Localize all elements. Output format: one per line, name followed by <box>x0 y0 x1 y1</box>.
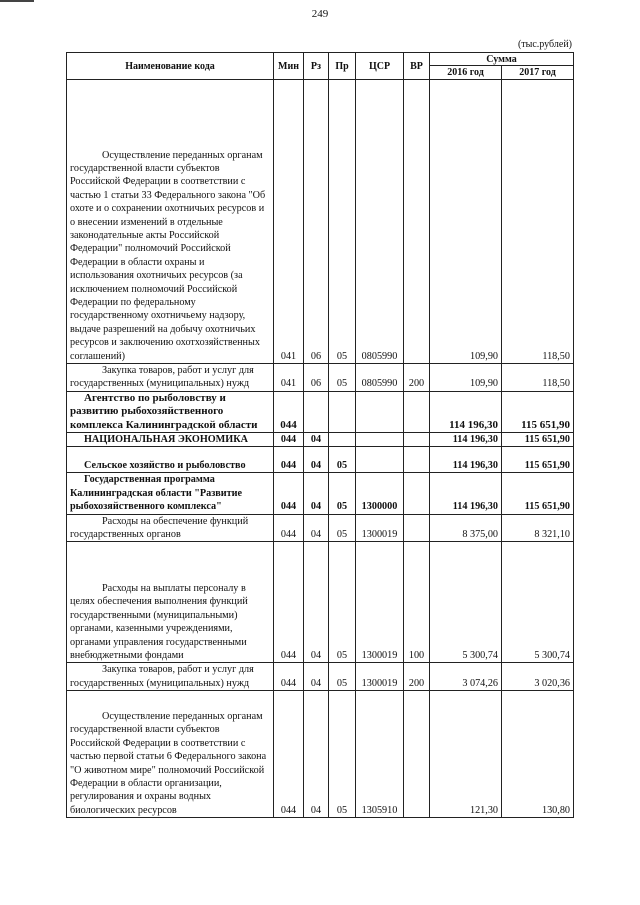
row-csr: 1305910 <box>356 691 404 818</box>
row-2016: 114 196,30 <box>430 447 502 473</box>
table-row <box>67 80 574 364</box>
row-vr <box>404 433 430 447</box>
row-vr <box>404 473 430 514</box>
row-pr <box>329 391 356 432</box>
row-pr: 05 <box>329 364 356 392</box>
table-row <box>67 514 574 542</box>
row-vr: 200 <box>404 364 430 392</box>
row-2017: 118,50 <box>502 364 574 392</box>
row-vr <box>404 691 430 818</box>
row-2017: 115 651,90 <box>502 473 574 514</box>
row-csr: 0805990 <box>356 364 404 392</box>
row-pr: 05 <box>329 514 356 542</box>
row-vr: 100 <box>404 542 430 663</box>
row-2017: 3 020,36 <box>502 663 574 691</box>
row-csr: 1300019 <box>356 663 404 691</box>
row-rz: 04 <box>304 447 329 473</box>
row-min: 041 <box>274 364 304 392</box>
table-row <box>67 542 574 663</box>
row-pr: 05 <box>329 691 356 818</box>
table-row <box>67 473 574 514</box>
header-pr: Пр <box>329 53 356 80</box>
row-csr: 1300019 <box>356 514 404 542</box>
row-2017: 115 651,90 <box>502 433 574 447</box>
header-sum: Сумма <box>430 53 574 66</box>
row-name: НАЦИОНАЛЬНАЯ ЭКОНОМИКА <box>67 433 274 447</box>
row-vr: 200 <box>404 663 430 691</box>
budget-table <box>66 52 574 818</box>
row-min: 044 <box>274 691 304 818</box>
row-rz: 04 <box>304 691 329 818</box>
row-rz <box>304 391 329 432</box>
row-name: Закупка товаров, работ и услуг для государственных (муниципальных) нужд <box>67 663 274 691</box>
row-min: 044 <box>274 473 304 514</box>
row-min: 041 <box>274 80 304 364</box>
row-2017: 130,80 <box>502 691 574 818</box>
row-2017: 8 321,10 <box>502 514 574 542</box>
row-csr <box>356 447 404 473</box>
row-2016: 8 375,00 <box>430 514 502 542</box>
row-vr <box>404 391 430 432</box>
row-rz: 06 <box>304 364 329 392</box>
row-min: 044 <box>274 433 304 447</box>
row-2017: 115 651,90 <box>502 391 574 432</box>
row-rz: 04 <box>304 514 329 542</box>
table-row <box>67 663 574 691</box>
row-pr: 05 <box>329 447 356 473</box>
row-pr: 05 <box>329 473 356 514</box>
header-2016: 2016 год <box>430 66 502 80</box>
row-name: Осуществление переданных органам государственной власти субъектов Российской Федерации в соответствии с частью первой статьи 6 Федерального закона "О животном мире" полномочий Российской Федерации в области организации, регулирования и охраны водных биологических ресурсов <box>67 691 274 818</box>
table-row <box>67 447 574 473</box>
row-vr <box>404 80 430 364</box>
row-2017: 115 651,90 <box>502 447 574 473</box>
row-min: 044 <box>274 663 304 691</box>
header-name: Наименование кода <box>67 53 274 80</box>
row-rz: 04 <box>304 473 329 514</box>
header-csr: ЦСР <box>356 53 404 80</box>
row-name: Государственная программа Калининградская области "Развитие рыбохозяйственного комплекса" <box>67 473 274 514</box>
row-vr <box>404 447 430 473</box>
row-pr: 05 <box>329 663 356 691</box>
header-rz: Рз <box>304 53 329 80</box>
table-row <box>67 391 574 432</box>
row-min: 044 <box>274 542 304 663</box>
row-name: Агентство по рыболовству и развитию рыбохозяйственного комплекса Калининградской области <box>67 391 274 432</box>
row-rz: 04 <box>304 542 329 663</box>
row-name: Осуществление переданных органам государственной власти субъектов Российской Федерации в соответствии с частью 1 статьи 33 Федерального закона "Об охоте и о сохранении охотничьих ресурсов и о внесении изменений в отдельные законодательные акты Российской Федерации" полномочий Российской Федерации в области охраны и использования охотничьих ресурсов (за исключением полномочий Российской Федерации по федеральному государственному охотничьему надзору, выдаче разрешений на добычу охотничьих ресурсов и заключению охотхозяйственных соглашений) <box>67 80 274 364</box>
header-vr: ВР <box>404 53 430 80</box>
row-rz: 04 <box>304 433 329 447</box>
row-min: 044 <box>274 514 304 542</box>
corner-mark <box>0 0 34 2</box>
row-pr: 05 <box>329 80 356 364</box>
table-row <box>67 433 574 447</box>
table-row <box>67 364 574 392</box>
row-pr <box>329 433 356 447</box>
row-vr <box>404 514 430 542</box>
units-label: (тыс.рублей) <box>517 39 572 50</box>
page-number: 249 <box>311 8 329 20</box>
row-csr <box>356 391 404 432</box>
header-2017: 2017 год <box>502 66 574 80</box>
row-csr: 1300000 <box>356 473 404 514</box>
row-name: Сельское хозяйство и рыболовство <box>67 447 274 473</box>
row-2016: 121,30 <box>430 691 502 818</box>
row-rz: 06 <box>304 80 329 364</box>
row-2016: 114 196,30 <box>430 473 502 514</box>
row-min: 044 <box>274 447 304 473</box>
row-2017: 118,50 <box>502 80 574 364</box>
row-2016: 5 300,74 <box>430 542 502 663</box>
row-csr: 1300019 <box>356 542 404 663</box>
row-csr <box>356 433 404 447</box>
header-min: Мин <box>274 53 304 80</box>
row-2016: 114 196,30 <box>430 391 502 432</box>
row-2016: 114 196,30 <box>430 433 502 447</box>
row-name: Закупка товаров, работ и услуг для государственных (муниципальных) нужд <box>67 364 274 392</box>
table-row <box>67 691 574 818</box>
row-2017: 5 300,74 <box>502 542 574 663</box>
row-name: Расходы на обеспечение функций государственных органов <box>67 514 274 542</box>
row-2016: 3 074,26 <box>430 663 502 691</box>
row-name: Расходы на выплаты персоналу в целях обеспечения выполнения функций государственными (муниципальными) органами, казенными учреждениями, органами управления государственными внебюджетными фондами <box>67 542 274 663</box>
row-pr: 05 <box>329 542 356 663</box>
row-2016: 109,90 <box>430 80 502 364</box>
row-min: 044 <box>274 391 304 432</box>
row-2016: 109,90 <box>430 364 502 392</box>
row-csr: 0805990 <box>356 80 404 364</box>
row-rz: 04 <box>304 663 329 691</box>
